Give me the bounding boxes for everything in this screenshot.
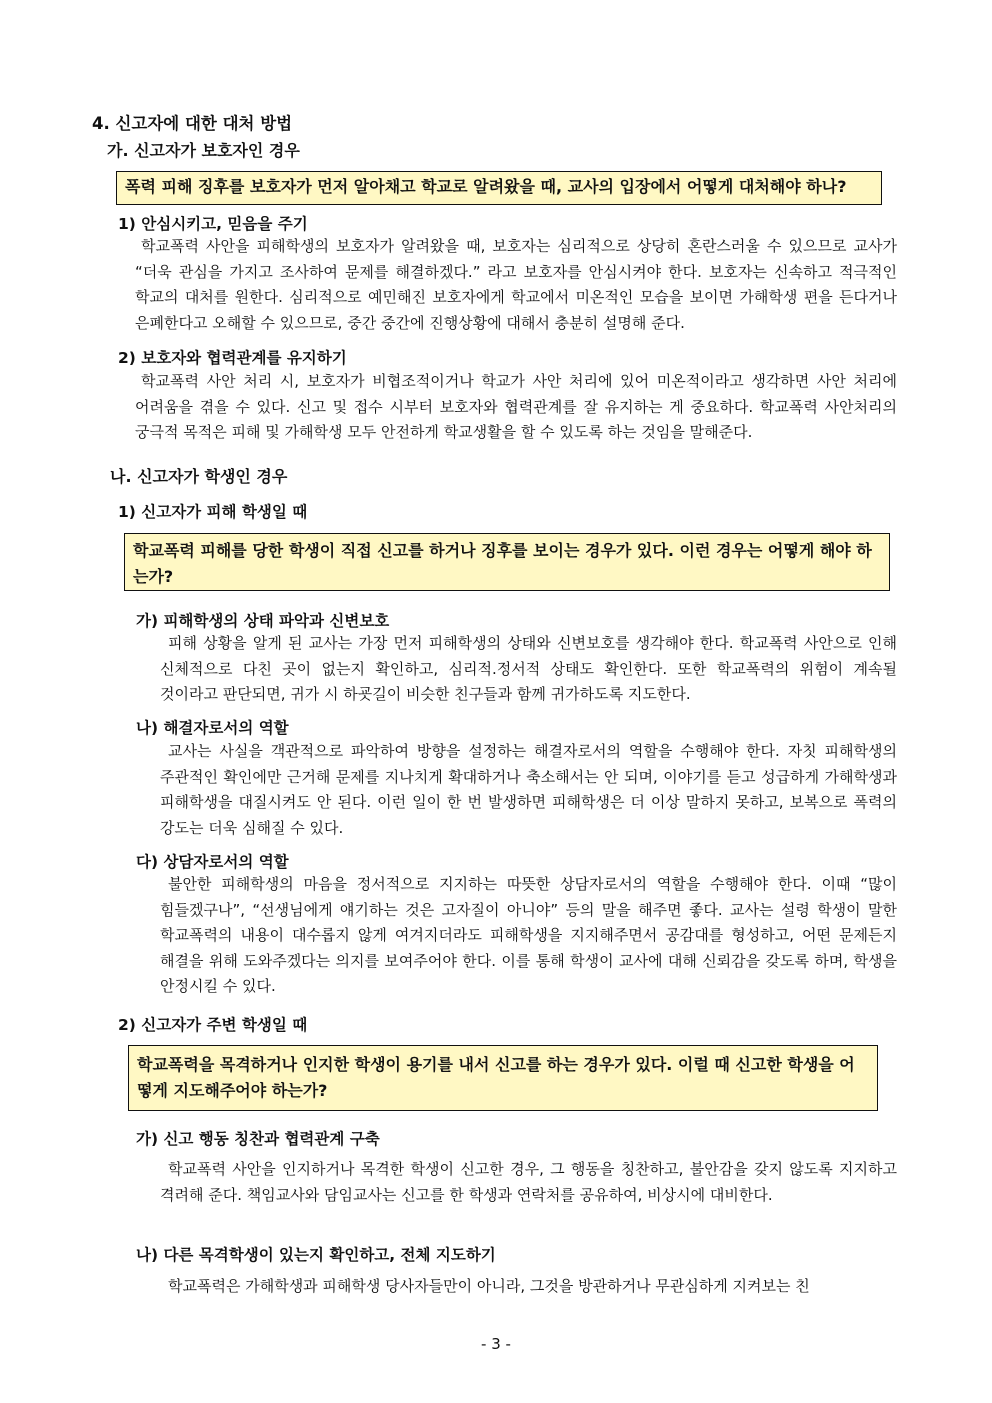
victim-subitem-title-1: 가) 피해학생의 상태 파악과 신변보호 [136, 612, 390, 630]
victim-subitem-text-2: 교사는 사실을 객관적으로 파악하여 방향을 설정하는 해결자로서의 역할을 수행해야 한다. 자칫 피해학생의 주관적인 확인에만 근거해 문제를 지나치게 확대하거나 축소해서는 안 되며, 이야기를 듣고 성급하게 가해학생과 피해학생을 대질시켜도 안 된다. 이런 일이 한 번 발생하면 피해학생은 더 이상 말하지 못하고, 보복으로 폭력의 강도는 더욱 심해질 수 있다. [160, 742, 897, 837]
victim-subitem-title-3: 다) 상담자로서의 역할 [136, 853, 289, 871]
bystander-title: 2) 신고자가 주변 학생일 때 [118, 1016, 308, 1034]
item-title-reassure: 1) 안심시키고, 믿음을 주기 [118, 215, 308, 233]
bystander-subitem-text-2: 학교폭력은 가해학생과 피해학생 당사자들만이 아니라, 그것을 방관하거나 무관심하게 지켜보는 친 [168, 1277, 810, 1295]
page-number: - 3 - [481, 1335, 511, 1353]
item-text-reassure: 학교폭력 사안을 피해학생의 보호자가 알려왔을 때, 보호자는 심리적으로 상당히 혼란스러울 수 있으므로 교사가 “더욱 관심을 가지고 조사하여 문제를 해결하겠다.” 라고 보호자를 안심시켜야 한다. 보호자는 신속하고 적극적인 학교의 대처를 원한다. 심리적으로 예민해진 보호자에게 학교에서 미온적인 모습을 보이면 가해학생 편을 든다거나 은폐한다고 오해할 수 있으므로, 중간 중간에 진행상황에 대해서 충분히 설명해 준다. [135, 237, 897, 332]
question-box-bystander: 학교폭력을 목격하거나 인지한 학생이 용기를 내서 신고를 하는 경우가 있다. 이럴 때 신고한 학생을 어떻게 지도해주어야 하는가? [128, 1045, 878, 1111]
victim-subitem-text-1: 피해 상황을 알게 된 교사는 가장 먼저 피해학생의 상태와 신변보호를 생각해야 한다. 학교폭력 사안으로 인해 신체적으로 다친 곳이 없는지 확인하고, 심리적.정서적 상태도 확인한다. 또한 학교폭력의 위험이 계속될 것이라고 판단되면, 귀가 시 하굣길이 비슷한 친구들과 함께 귀가하도록 지도한다. [160, 634, 897, 703]
bystander-subitem-text-1: 학교폭력 사안을 인지하거나 목격한 학생이 신고한 경우, 그 행동을 칭찬하고, 불안감을 갖지 않도록 지지하고 격려해 준다. 책임교사와 담임교사는 신고를 한 학생과 연락처를 공유하여, 비상시에 대비한다. [160, 1160, 897, 1204]
victim-subitem-text-3: 불안한 피해학생의 마음을 정서적으로 지지하는 따뜻한 상담자로서의 역할을 수행해야 한다. 이때 “많이 힘들겠구나”, “선생님에게 얘기하는 것은 고자질이 아니야” 등의 말을 해주면 좋다. 교사는 설령 학생이 말한 학교폭력의 내용이 대수롭지 않게 여겨지더라도 피해학생을 지지해주면서 공감대를 형성하고, 어떤 문제든지 해결을 위해 도와주겠다는 의지를 보여주어야 한다. 이를 통해 학생이 교사에 대해 신뢰감을 갖도록 하며, 학생을 안정시킬 수 있다. [160, 875, 897, 995]
item-title-cooperate: 2) 보호자와 협력관계를 유지하기 [118, 349, 347, 367]
subsection-title-guardian: 가. 신고자가 보호자인 경우 [107, 141, 300, 160]
bystander-subitem-title-1: 가) 신고 행동 칭찬과 협력관계 구축 [136, 1130, 380, 1148]
question-box-victim: 학교폭력 피해를 당한 학생이 직접 신고를 하거나 징후를 보이는 경우가 있다. 이런 경우는 어떻게 해야 하는가? [124, 533, 890, 591]
victim-subitem-title-2: 나) 해결자로서의 역할 [136, 719, 289, 737]
victim-title: 1) 신고자가 피해 학생일 때 [118, 503, 308, 521]
section-title: 4. 신고자에 대한 대처 방법 [92, 114, 293, 133]
bystander-subitem-title-2: 나) 다른 목격학생이 있는지 확인하고, 전체 지도하기 [136, 1246, 496, 1264]
subsection-title-student: 나. 신고자가 학생인 경우 [110, 467, 288, 486]
item-text-cooperate: 학교폭력 사안 처리 시, 보호자가 비협조적이거나 학교가 사안 처리에 있어 미온적이라고 생각하면 사안 처리에 어려움을 겪을 수 있다. 신고 및 접수 시부터 보호자와 협력관계를 잘 유지하는 게 중요하다. 학교폭력 사안처리의 궁극적 목적은 피해 및 가해학생 모두 안전하게 학교생활을 할 수 있도록 하는 것임을 말해준다. [135, 372, 897, 441]
question-box-guardian: 폭력 피해 징후를 보호자가 먼저 알아채고 학교로 알려왔을 때, 교사의 입장에서 어떻게 대처해야 하나? [116, 171, 882, 205]
